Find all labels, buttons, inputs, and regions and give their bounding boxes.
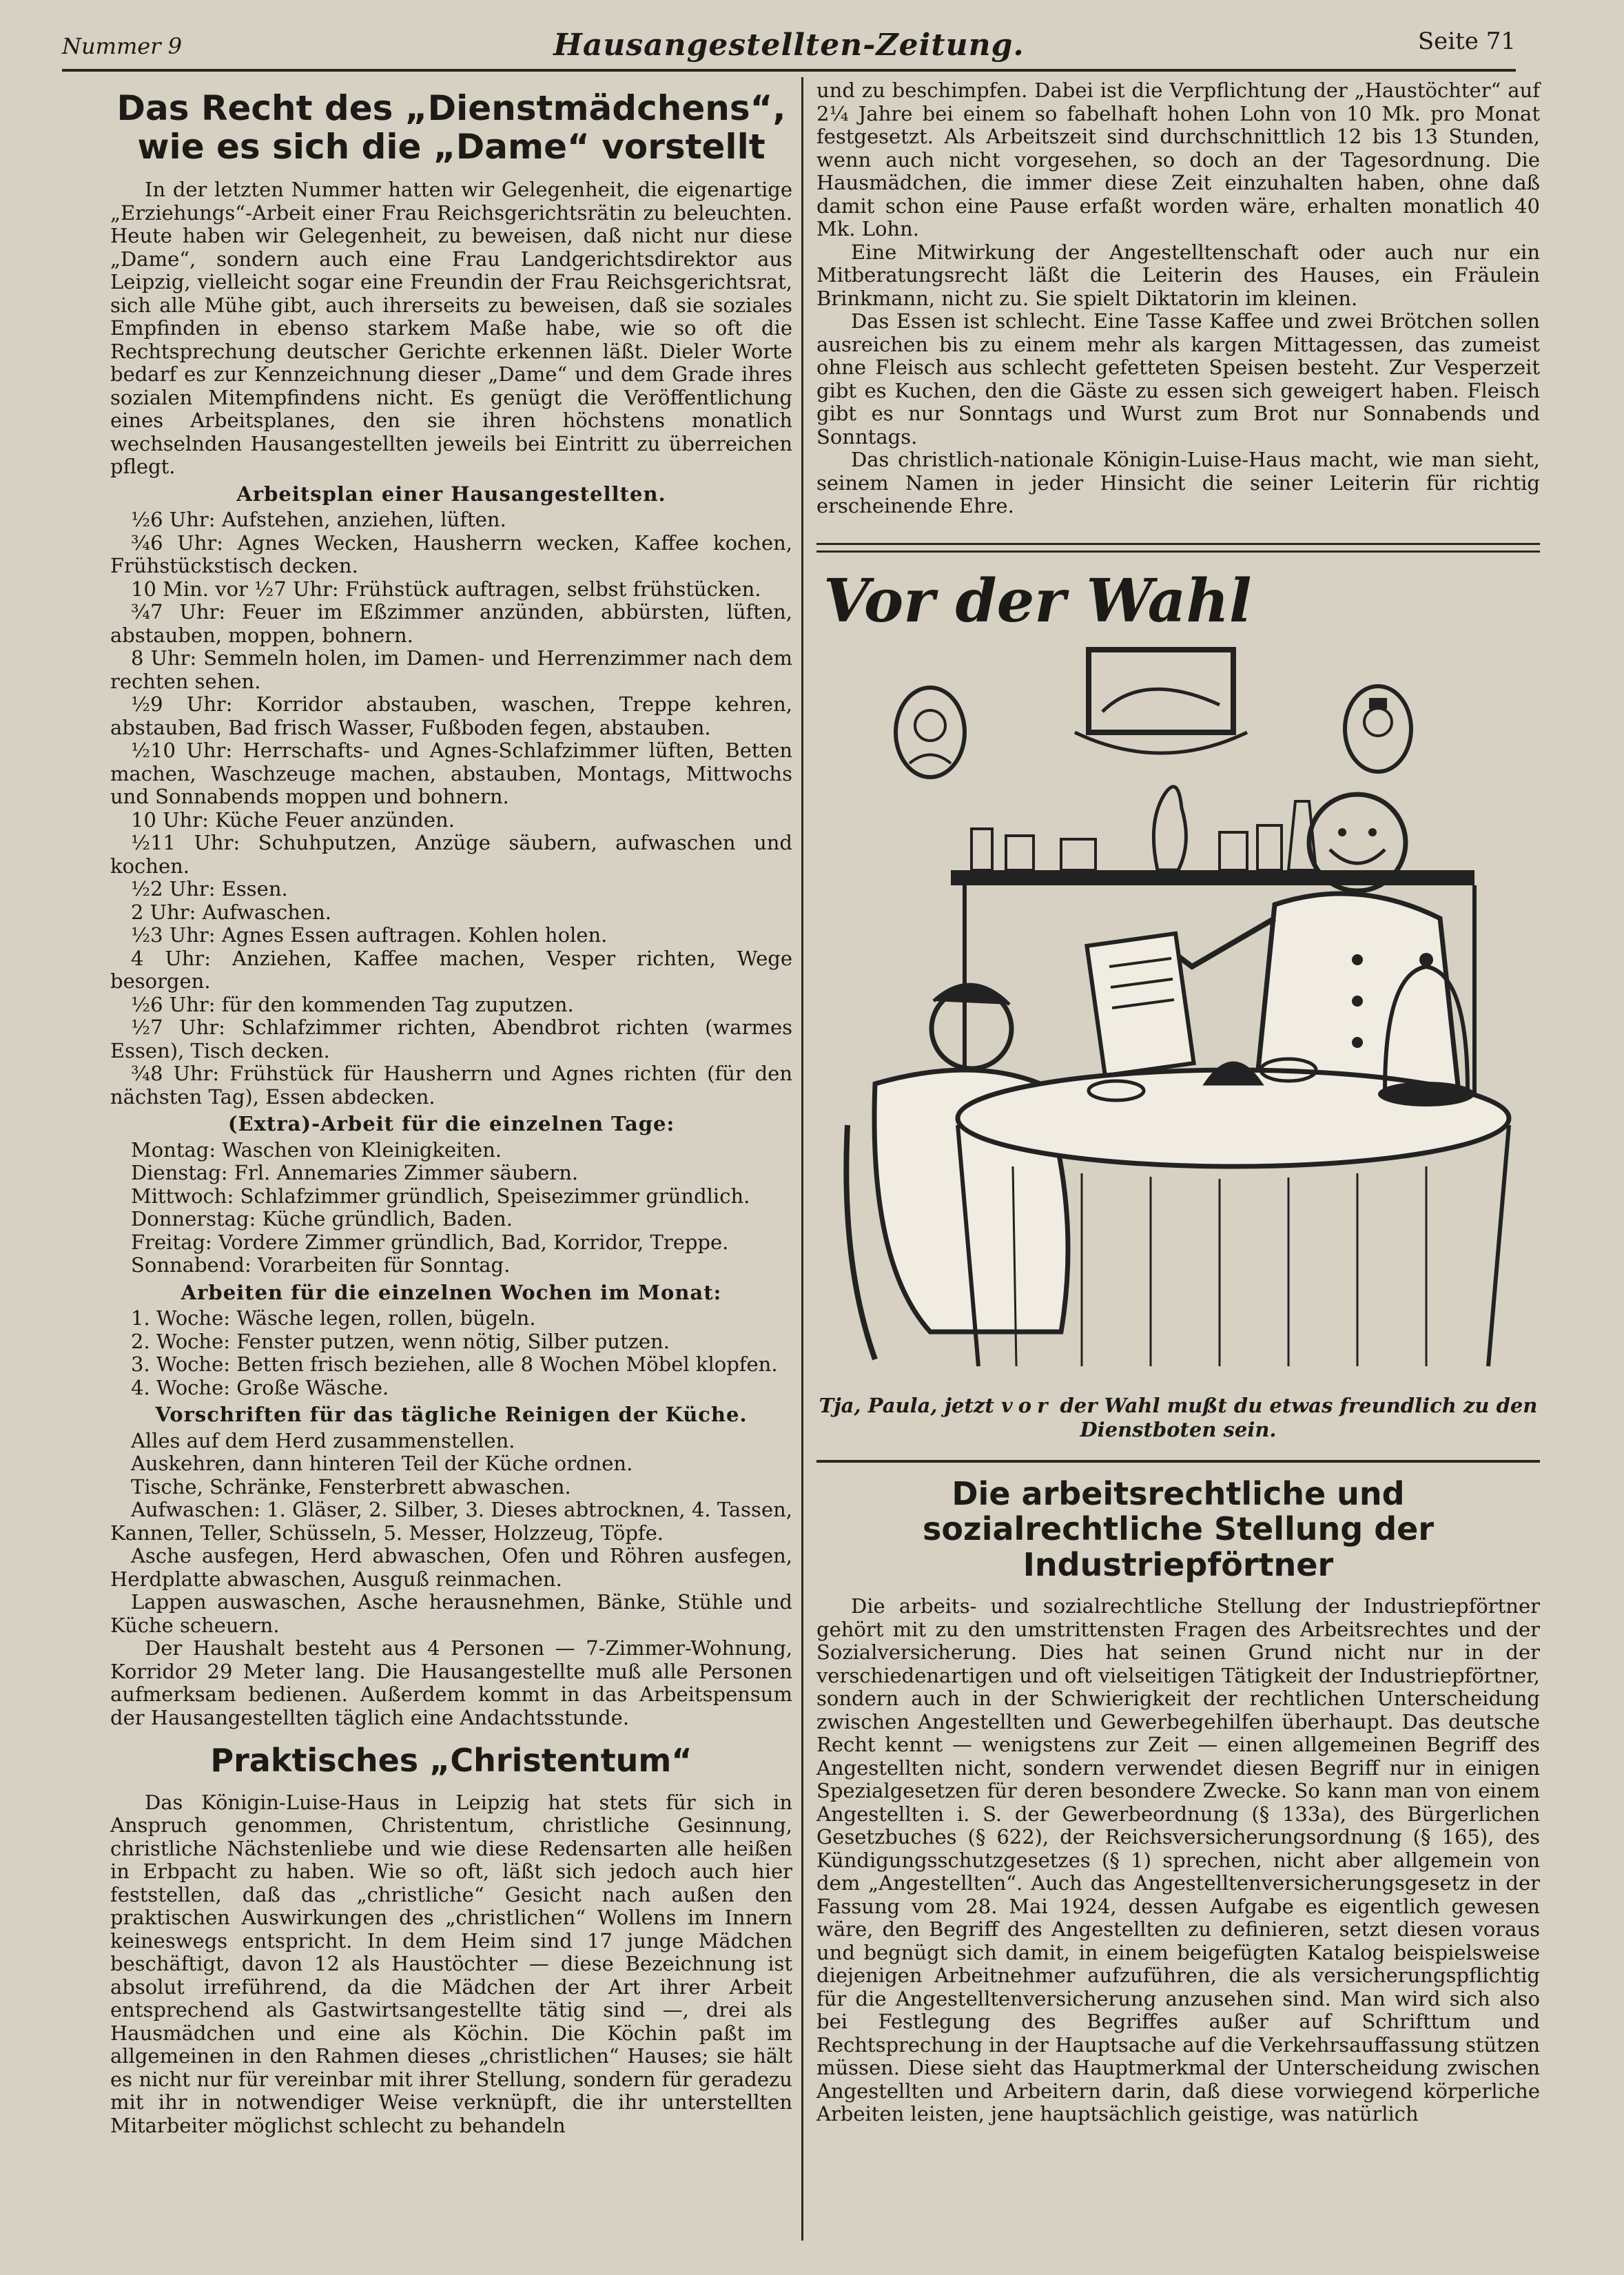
article-paragraph: Das Königin-Luise-Haus in Leipzig hat stets für sich in Anspruch genommen, Christentum, christliche Gesinnung, christliche Nächstenliebe und wie diese Redensarten alle heißen in Erbpacht zu haben. Wie so oft, läßt sich jedoch auch hier feststellen, daß das „christliche“ Gesicht nach außen den praktischen Auswirkungen des „christlichen“ Wollens im Innern keineswegs entspricht. In dem Heim sind 17 junge Mädchen beschäftigt, davon 12 als Haustöchter — diese Bezeichnung ist absolut irreführend, da die Mädchen der Art ihrer Arbeit entsprechend als Gastwirtsangestellte tätig sind —, drei als Hausmädchen und eine als Köchin. Die Köchin paßt im allgemeinen in den Rahmen dieses „christlichen“ Hauses; sie hält es nicht nur für vereinbar mit ihrer Stellung, sondern für geradezu mit ihr in notwendiger Weise verknüpft, die ihr unterstellten Mitarbeiter möglichst schlecht zu behandeln xyxy=(110,1790,792,2137)
kitchen-rules-list xyxy=(110,1430,792,1638)
section-rule xyxy=(816,543,1540,553)
list-item: ½7 Uhr: Schlafzimmer richten, Abendbrot richten (warmes Essen), Tisch decken. xyxy=(110,1016,792,1062)
list-item: Mittwoch: Schlafzimmer gründlich, Speisezimmer gründlich. xyxy=(131,1184,750,1208)
list-item: ¾8 Uhr: Frühstück für Hausherrn und Agnes richten (für den nächsten Tag), Essen abdecken. xyxy=(110,1062,792,1109)
list-item: 3. Woche: Betten frisch beziehen, alle 8 Wochen Möbel klopfen. xyxy=(131,1352,778,1376)
list-item: ¾7 Uhr: Feuer im Eßzimmer anzünden, abbürsten, lüften, abstauben, moppen, bohnern. xyxy=(110,600,792,647)
list-item: 4 Uhr: Anziehen, Kaffee machen, Vesper richten, Wege besorgen. xyxy=(110,946,792,993)
article-intro: In der letzten Nummer hatten wir Gelegenheit, die eigenartige „Erziehungs“-Arbeit einer Frau Reichsgerichtsrätin zu beleuchten. Heute haben wir Gelegenheit, zu beweisen, daß nicht nur diese „Dame“, sondern auch eine Frau Landgerichtsdirektor aus Leipzig, vielleicht sogar eine Freundin der Frau Reichsgerichtsrat, sich alle Mühe gibt, auch ihrerseits zu beweisen, daß sie soziales Empfinden in ebenso starkem Maße habe, wie so oft die Rechtsprechung deutscher Gerichte erkennen läßt. Dieler Worte bedarf es zur Kennzeichnung dieser „Dame“ und dem Grade ihres sozialen Mitempfindens nicht. Es genügt die Veröffentlichung eines Arbeitsplanes, den sie ihren höchstens monatlich wechselnden Hausangestellten jeweils bei Eintritt zu überreichen pflegt. xyxy=(110,178,792,478)
list-item: Alles auf dem Herd zusammenstellen. xyxy=(131,1428,515,1452)
article-title: Die arbeitsrechtliche und sozialrechtliche Stellung der Industriepförtner xyxy=(922,1474,1435,1583)
list-item: Sonnabend: Vorarbeiten für Sonntag. xyxy=(131,1253,511,1277)
list-item: Tische, Schränke, Fensterbrett abwaschen. xyxy=(131,1474,571,1499)
article-paragraph: Das christlich-nationale Königin-Luise-Haus macht, wie man sieht, seinem Namen in jeder Hinsicht die seiner Leiterin für richtig erscheinende Ehre. xyxy=(816,448,1540,517)
weeks-heading: Arbeiten für die einzelnen Wochen im Monat: xyxy=(181,1280,722,1304)
article-title: Praktisches „Christentum“ xyxy=(210,1742,692,1779)
list-item: ½10 Uhr: Herrschafts- und Agnes-Schlafzimmer lüften, Betten machen, Waschzeuge machen, abstauben, Montags, Mittwochs und Sonnabends moppen und bohnern. xyxy=(110,739,792,808)
work-plan-list xyxy=(110,508,792,1109)
list-item: ½11 Uhr: Schuhputzen, Anzüge säubern, aufwaschen und kochen. xyxy=(110,831,792,878)
section-rule xyxy=(816,1460,1540,1463)
extra-heading: (Extra)-Arbeit für die einzelnen Tage: xyxy=(227,1112,675,1135)
kitchen-heading: Vorschriften für das tägliche Reinigen der Küche. xyxy=(155,1403,748,1426)
caption-text: der Wahl mußt du etwas freundlich zu den Dienstboten sein. xyxy=(1060,1393,1538,1441)
article-closing: Der Haushalt besteht aus 4 Personen — 7-Zimmer-Wohnung, Korridor 29 Meter lang. Die Hausangestellte muß alle Personen aufmerksam bedienen. Außerdem kommt in das Arbeitspensum der Hausangestellten täglich eine Andachtsstunde. xyxy=(110,1636,792,1729)
right-column xyxy=(816,79,1540,2126)
issue-number: Nummer 9 xyxy=(62,33,183,59)
cartoon-title: Vor der Wahl xyxy=(823,566,1252,636)
list-item: ½6 Uhr: für den kommenden Tag zuputzen. xyxy=(131,992,574,1016)
column-rule xyxy=(801,77,803,2241)
cartoon-caption xyxy=(816,1394,1540,1442)
list-item: ¾6 Uhr: Agnes Wecken, Hausherrn wecken, Kaffee kochen, Frühstückstisch decken. xyxy=(110,531,792,577)
list-item: ½6 Uhr: Aufstehen, anziehen, lüften. xyxy=(131,508,506,531)
list-item: 10 Min. vor ½7 Uhr: Frühstück auftragen, selbst frühstücken. xyxy=(131,577,761,601)
article-paragraph: Die arbeits- und sozialrechtliche Stellung der Industriepförtner gehört mit zu den umstrittensten Fragen des Arbeitsrechtes und der Sozialversicherung. Dies hat seinen Grund nicht nur in der verschiedenartigen und oft vielseitigen Tätigkeit der Industriepförtner, sondern auch in der Schwierigkeit der rechtlichen Unterscheidung zwischen Angestellten und Gewerbegehilfen überhaupt. Das deutsche Recht kennt — wenigstens zur Zeit — einen allgemeinen Begriff des Angestellten nicht, sondern verwendet diesen Begriff nur in einigen Spezialgesetzen für deren besondere Zwecke. So kann man von einem Angestellten i. S. der Gewerbeordnung (§ 133a), des Bürgerlichen Gesetzbuches (§ 622), der Reichsversicherungsordnung (§ 165), des Kündigungsschutzgesetzes (§ 1) sprechen, nicht aber allgemein von dem „Angestellten“. Auch das Angestelltenversicherungsgesetz in der Fassung vom 28. Mai 1924, dessen Aufgabe es eigentlich gewesen wäre, den Begriff des Angestellten zu definieren, setzt diesen voraus und begnügt sich damit, in einem beigefügten Katalog beispielsweise diejenigen Arbeitnehmer aufzuführen, die als versicherungspflichtig für die Angestelltenversicherung anzusehen sind. Man wird sich also bei Festlegung des Begriffes außer auf Schrifttum und Rechtsprechung in der Hauptsache auf die Verkehrsauffassung stützen müssen. Diese sieht das Hauptmerkmal der Unterscheidung zwischen Angestellten und Arbeitern darin, daß diese vorwiegend körperliche Arbeiten leisten, jene hauptsächlich geistige, was natürlich xyxy=(816,1594,1540,2126)
extra-work-list xyxy=(110,1139,792,1277)
paper-title: Hausangestellten-Zeitung. xyxy=(553,28,1025,63)
list-item: Montag: Waschen von Kleinigkeiten. xyxy=(131,1138,502,1162)
list-item: Asche ausfegen, Herd abwaschen, Ofen und Röhren ausfegen, Herdplatte abwaschen, Ausguß reinmachen. xyxy=(110,1544,792,1591)
list-item: Aufwaschen: 1. Gläser, 2. Silber, 3. Dieses abtrocknen, 4. Tassen, Kannen, Teller, Schüsseln, 5. Messer, Holzzeug, Töpfe. xyxy=(110,1498,792,1545)
list-item: 4. Woche: Große Wäsche. xyxy=(131,1375,389,1399)
list-item: Lappen auswaschen, Asche herausnehmen, Bänke, Stühle und Küche scheuern. xyxy=(110,1590,792,1637)
cartoon-illustration xyxy=(834,643,1523,1387)
page-header xyxy=(62,28,1516,72)
list-item: Freitag: Vordere Zimmer gründlich, Bad, Korridor, Treppe. xyxy=(131,1230,729,1254)
list-item: ½3 Uhr: Agnes Essen auftragen. Kohlen holen. xyxy=(131,923,608,947)
list-item: 10 Uhr: Küche Feuer anzünden. xyxy=(131,807,455,832)
list-item: 2 Uhr: Aufwaschen. xyxy=(131,900,331,924)
left-column xyxy=(110,79,792,2137)
article-paragraph: Eine Mitwirkung der Angestelltenschaft oder auch nur ein Mitberatungsrecht läßt die Leiterin des Hauses, ein Fräulein Brinkmann, nicht zu. Sie spielt Diktatorin im kleinen. xyxy=(816,240,1540,310)
list-item: 1. Woche: Wäsche legen, rollen, bügeln. xyxy=(131,1306,536,1330)
article-paragraph: und zu beschimpfen. Dabei ist die Verpflichtung der „Haustöchter“ auf 2¼ Jahre bei einem so fabelhaft hohen Lohn von 10 Mk. pro Monat festgesetzt. Als Arbeitszeit sind durchschnittlich 12 bis 13 Stunden, wenn auch nicht vorgesehen, so doch an der Tagesordnung. Die Hausmädchen, die immer diese Zeit einzuhalten haben, ohne daß damit schon eine Pause erfaßt worden wäre, erhalten monatlich 40 Mk. Lohn. xyxy=(816,79,1540,240)
list-item: Dienstag: Frl. Annemaries Zimmer säubern. xyxy=(131,1161,579,1184)
list-item: 8 Uhr: Semmeln holen, im Damen- und Herrenzimmer nach dem rechten sehen. xyxy=(110,646,792,693)
list-item: ½9 Uhr: Korridor abstauben, waschen, Treppe kehren, abstauben, Bad frisch Wasser, Fußboden fegen, abstauben. xyxy=(110,692,792,739)
weekly-work-list xyxy=(110,1307,792,1399)
caption-emphasis: vor xyxy=(1000,1393,1053,1417)
list-item: Donnerstag: Küche gründlich, Baden. xyxy=(131,1207,513,1231)
page-number: Seite 71 xyxy=(1417,28,1516,55)
article-paragraph: Das Essen ist schlecht. Eine Tasse Kaffee und zwei Brötchen sollen ausreichen bis zu einem mehr als kargen Mittagessen, das zumeist ohne Fleisch aus schlecht gefetteten Speisen besteht. Zur Vesperzeit gibt es Kuchen, den die Gäste zu essen sich geweigert haben. Fleisch gibt es nur Sonntags und Wurst zum Brot nur Sonnabends und Sonntags. xyxy=(816,309,1540,449)
plan-heading: Arbeitsplan einer Hausangestellten. xyxy=(236,482,666,506)
list-item: 2. Woche: Fenster putzen, wenn nötig, Silber putzen. xyxy=(131,1329,670,1353)
list-item: Auskehren, dann hinteren Teil der Küche ordnen. xyxy=(131,1452,633,1475)
list-item: ½2 Uhr: Essen. xyxy=(131,877,288,900)
article-title: Das Recht des „Dienstmädchens“, wie es sich die „Dame“ vorstellt xyxy=(116,88,786,167)
caption-text: Tja, Paula, jetzt xyxy=(819,1393,994,1417)
